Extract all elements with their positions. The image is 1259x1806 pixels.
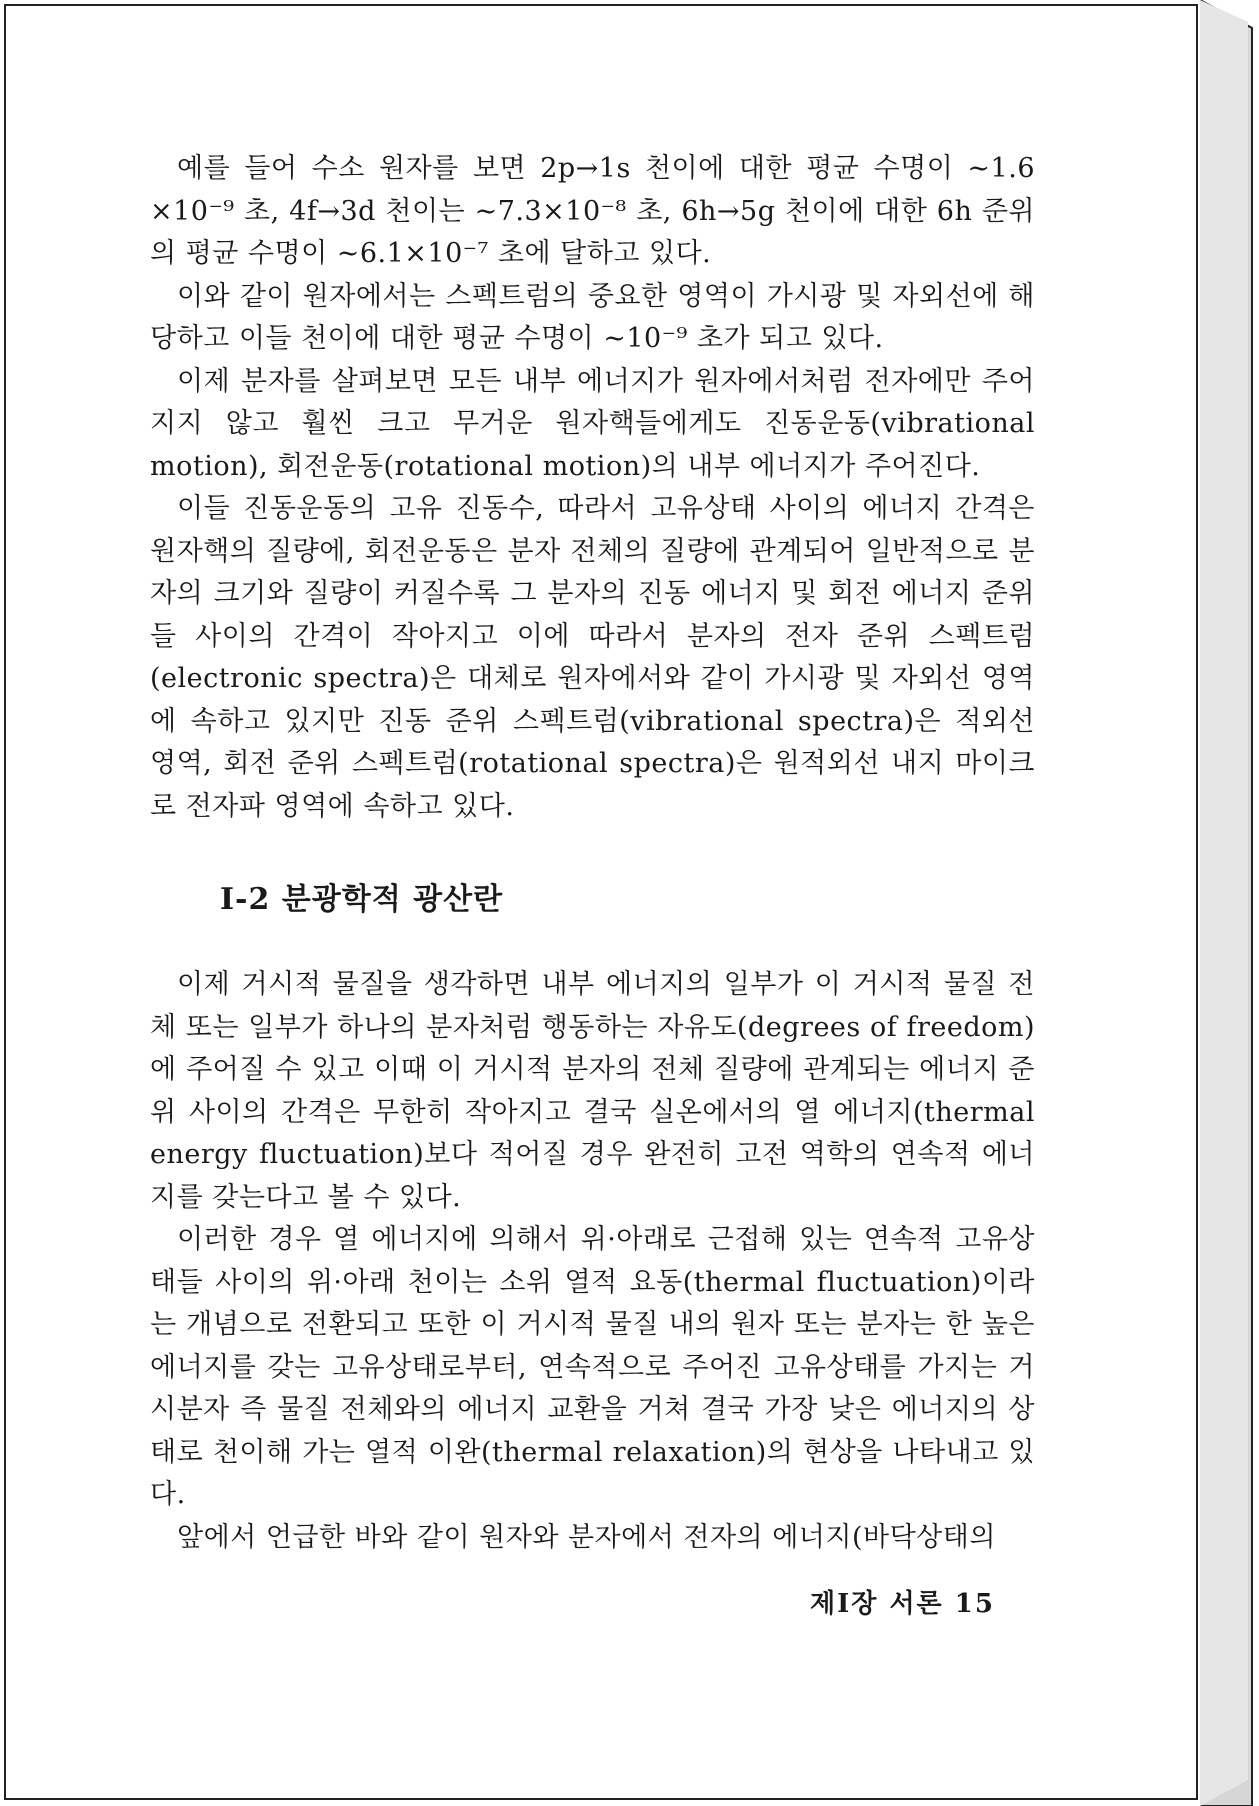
paragraph: 이제 거시적 물질을 생각하면 내부 에너지의 일부가 이 거시적 물질 전체 또는 일부가 하나의 분자처럼 행동하는 자유도(degrees of freedom)에 주어질 수 있고 이때 이 거시적 분자의 전체 질량에 관계되는 에너지 준위 사이의 간격은 무한히 작아지고 결국 실온에서의 열 에너지(thermal energy fluctuation)보다 적어질 경우 완전히 고전 역학의 연속적 에너지를 갖는다고 볼 수 있다. [150,969,1035,1213]
paragraph: 예를 들어 수소 원자를 보면 2p→1s 천이에 대한 평균 수명이 ∼1.6 ×10⁻⁹ 초, 4f→3d 천이는 ∼7.3×10⁻⁸ 초, 6h→5g 천이에 대한 6h 준위의 평균 수명이 ∼6.1×10⁻⁷ 초에 달하고 있다. [150,153,1035,269]
paragraph: 앞에서 언급한 바와 같이 원자와 분자에서 전자의 에너지(바닥상태의 [177,1521,996,1553]
page-footer: 제Ⅰ장 서론 15 [810,1589,995,1619]
section-heading: Ⅰ-2 분광학적 광산란 [220,882,504,917]
book-spine [1200,0,1259,1806]
page-body [150,148,1035,1559]
paragraph: 이러한 경우 열 에너지에 의해서 위·아래로 근접해 있는 연속적 고유상태들 사이의 위·아래 천이는 소위 열적 요동(thermal fluctuation)이라는 개념으로 전환되고 또한 이 거시적 물질 내의 원자 또는 분자는 한 높은 에너지를 갖는 고유상태로부터, 연속적으로 주어진 고유상태를 가지는 거시분자 즉 물질 전체와의 에너지 교환을 거쳐 결국 가장 낮은 에너지의 상태로 천이해 가는 열적 이완(thermal relaxation)의 현상을 나타내고 있다. [150,1224,1035,1510]
paragraph: 이들 진동운동의 고유 진동수, 따라서 고유상태 사이의 에너지 간격은 원자핵의 질량에, 회전운동은 분자 전체의 질량에 관계되어 일반적으로 분자의 크기와 질량이 커질수록 그 분자의 진동 에너지 및 회전 에너지 준위들 사이의 간격이 작아지고 이에 따라서 분자의 전자 준위 스펙트럼(electronic spectra)은 대체로 원자에서와 같이 가시광 및 자외선 영역에 속하고 있지만 진동 준위 스펙트럼(vibrational spectra)은 적외선 영역, 회전 준위 스펙트럼(rotational spectra)은 원적외선 내지 마이크로 전자파 영역에 속하고 있다. [150,493,1035,822]
paragraph: 이와 같이 원자에서는 스펙트럼의 중요한 영역이 가시광 및 자외선에 해당하고 이들 천이에 대한 평균 수명이 ∼10⁻⁹ 초가 되고 있다. [150,280,1035,354]
paragraph: 이제 분자를 살펴보면 모든 내부 에너지가 원자에서처럼 전자에만 주어지지 않고 훨씬 크고 무거운 원자핵들에게도 진동운동(vibrational motion), 회전운동(rotational motion)의 내부 에너지가 주어진다. [150,365,1035,482]
